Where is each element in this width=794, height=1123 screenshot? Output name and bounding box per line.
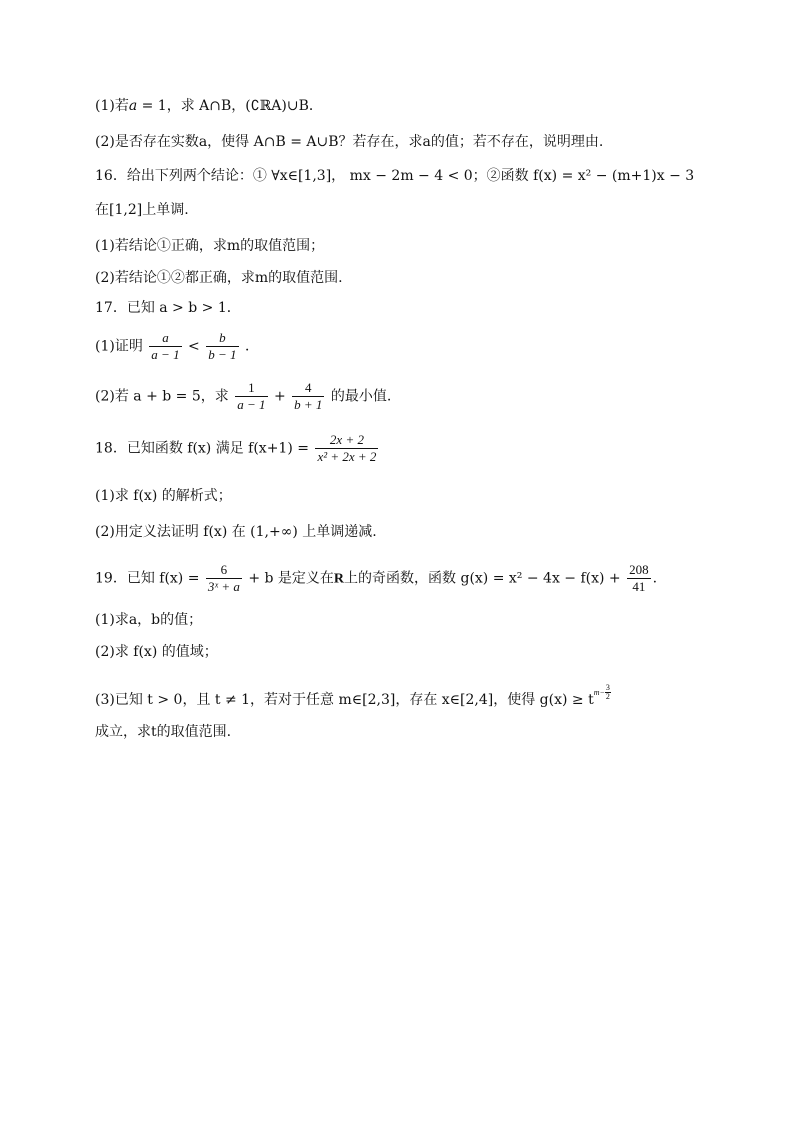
fraction-denominator: x² + 2x + 2 xyxy=(317,449,377,464)
fraction xyxy=(627,562,651,595)
fraction-denominator: b − 1 xyxy=(208,347,237,362)
q16-part2: (2)若结论①②都正确，求m的取值范围. xyxy=(95,270,343,286)
q15-part1: (1)若𝑎 = 1，求 A∩B，(∁ℝA)∪B． xyxy=(95,98,323,114)
q17-p2-prefix: (2)若 a + b = 5，求 xyxy=(95,388,229,405)
q19-part2: (2)求 f(x) 的值域； xyxy=(95,644,218,660)
q17-stem: 17．已知 a > b > 1． xyxy=(95,300,241,316)
fraction xyxy=(149,330,181,363)
fraction xyxy=(206,330,238,363)
q17-part1 xyxy=(95,330,259,363)
fraction-denominator: a − 1 xyxy=(237,397,266,412)
exponent xyxy=(594,684,611,701)
fraction-numerator: 4 xyxy=(292,380,324,397)
exponent-numerator: 3 xyxy=(605,683,610,692)
fraction-numerator: 1 xyxy=(235,380,267,397)
q19-stem xyxy=(95,562,657,595)
q19-p3-prefix: (3)已知 t > 0，且 t ≠ 1，若对于任意 m∈[2,3]，存在 x∈[2,4]，使得 g(x) ≥ t xyxy=(95,692,594,708)
plus-sign: + xyxy=(273,388,286,405)
q18-stem xyxy=(95,432,380,465)
fraction xyxy=(206,562,242,595)
less-than-sign: < xyxy=(188,338,200,355)
q19-stem-mid2: 上的奇函数，函数 g(x) = x² − 4x − f(x) + xyxy=(344,570,621,587)
q19-stem-prefix: 19．已知 f(x) = xyxy=(95,570,200,587)
period: . xyxy=(652,570,658,587)
exponent-denominator: 2 xyxy=(605,692,610,701)
q16-stem: 16．给出下列两个结论：① ∀x∈[1,3]， mx − 2m − 4 < 0；②函数 f(x) = x² − (m+1)x − 3 xyxy=(95,168,695,184)
q19-part1: (1)求a，b的值； xyxy=(95,612,203,628)
exponent-base: m− xyxy=(593,687,605,697)
fraction xyxy=(292,380,324,413)
q19-part3 xyxy=(95,683,611,710)
fraction-denominator: b + 1 xyxy=(294,397,323,412)
q17-part2 xyxy=(95,380,391,413)
q17-p1-prefix: (1)证明 xyxy=(95,338,143,355)
fraction-numerator: a xyxy=(149,330,181,347)
q18-part2: (2)用定义法证明 f(x) 在 (1,+∞) 上单调递减. xyxy=(95,524,377,540)
q17-p2-suffix: 的最小值. xyxy=(330,388,392,405)
q15-part2: (2)是否存在实数a，使得 A∩B = A∪B？若存在，求a的值；若不存在，说明理由. xyxy=(95,134,604,150)
period: ． xyxy=(244,338,259,355)
q16-part1: (1)若结论①正确，求m的取值范围； xyxy=(95,238,325,254)
fraction-numerator: b xyxy=(206,330,238,347)
fraction-numerator: 208 xyxy=(629,562,649,577)
fraction xyxy=(235,380,267,413)
fraction-denominator: a − 1 xyxy=(151,347,180,362)
q19-part3-cont: 成立，求t的取值范围. xyxy=(95,724,232,740)
real-numbers-symbol: R xyxy=(333,571,345,587)
q18-stem-prefix: 18．已知函数 f(x) 满足 f(x+1) = xyxy=(95,440,309,457)
exponent-fraction xyxy=(605,684,611,701)
fraction xyxy=(315,432,378,465)
fraction-denominator: 3ˣ + a xyxy=(207,579,240,594)
q19-stem-mid: + b 是定义在 xyxy=(248,570,334,587)
fraction-numerator: 2x + 2 xyxy=(315,432,378,449)
q16-stem-cont: 在[1,2]上单调. xyxy=(95,202,189,218)
q18-part1: (1)求 f(x) 的解析式； xyxy=(95,488,232,504)
fraction-denominator: 41 xyxy=(632,579,646,594)
fraction-numerator: 6 xyxy=(206,562,242,579)
